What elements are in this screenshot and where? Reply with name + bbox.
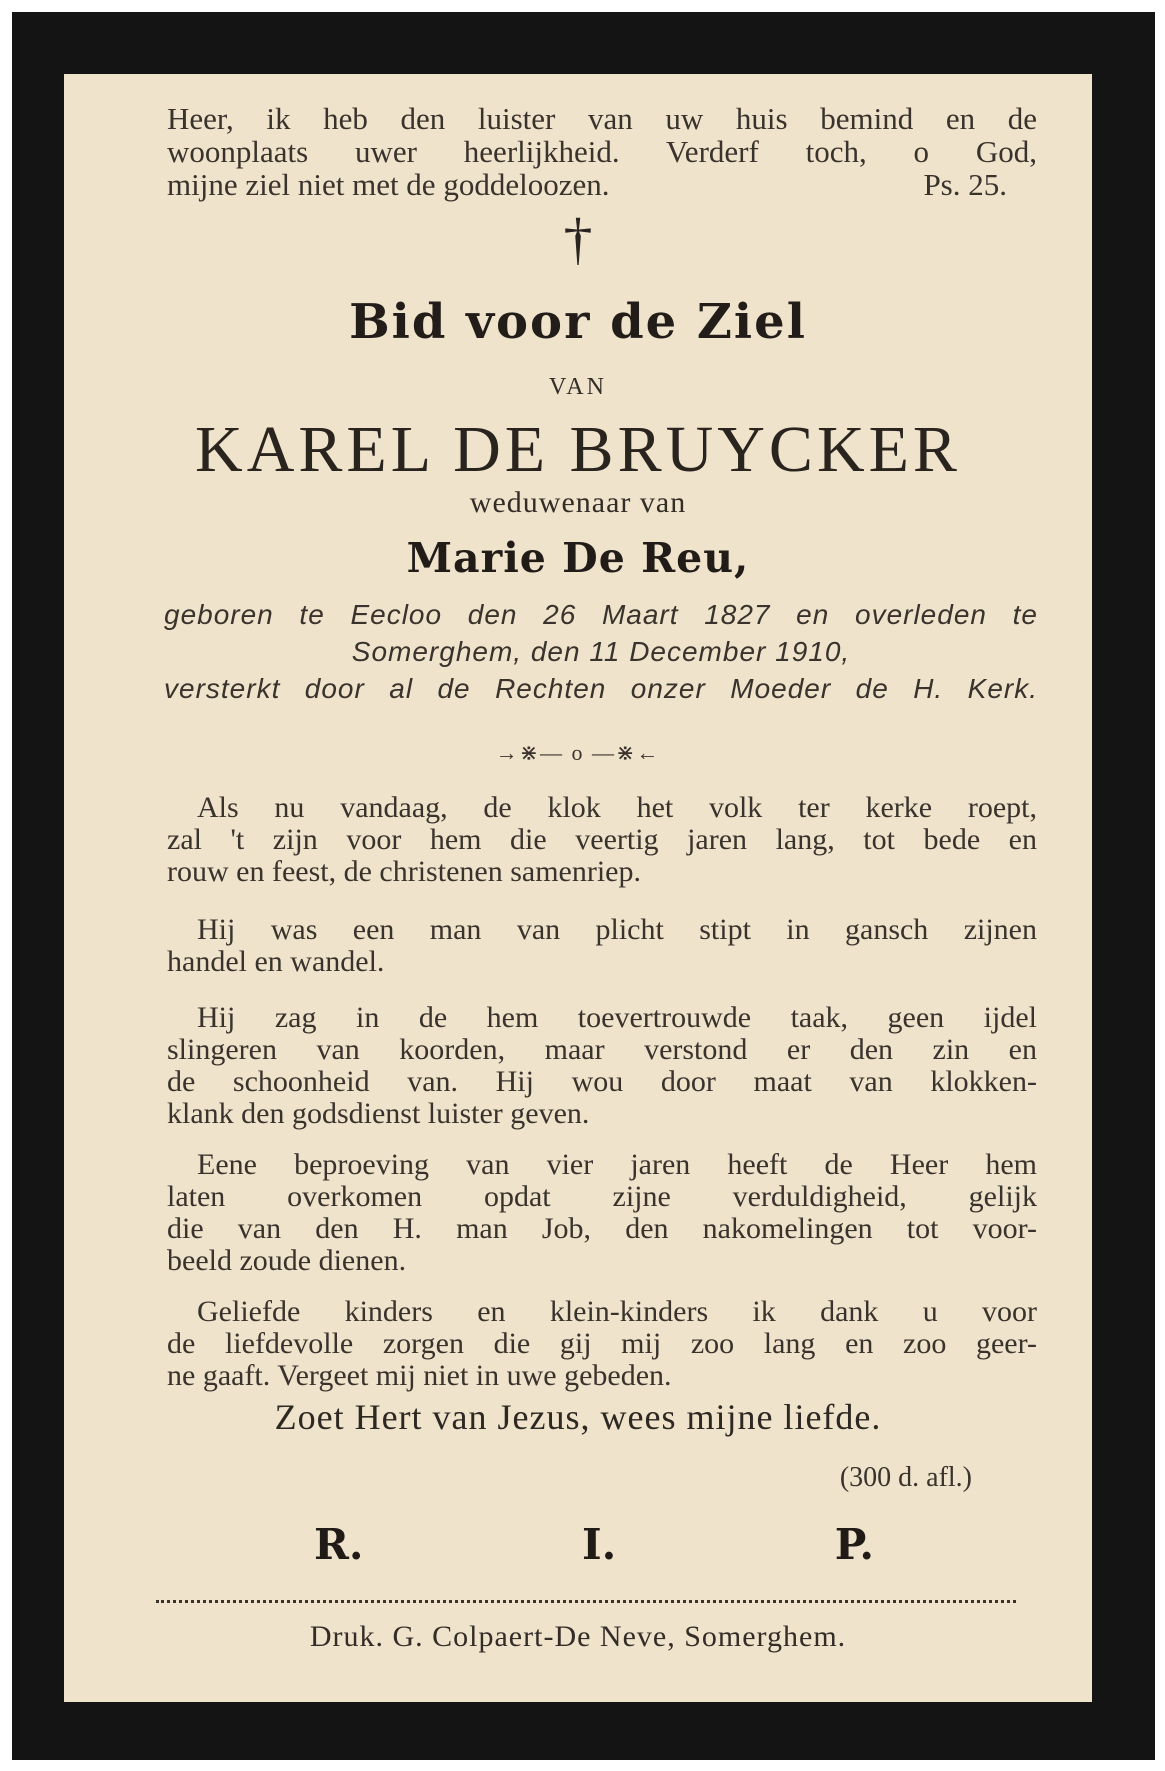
paragraph-line: klank den godsdienst luister geven. [167, 1097, 590, 1130]
memorial-card [64, 74, 1092, 1702]
memorial-paragraph [167, 914, 1037, 978]
epigraph-line: Heer, ik heb den luister van uw huis bemind en de [167, 101, 1037, 136]
paragraph-line: de schoonheid van. Hij wou door maat van klokken- [167, 1065, 1037, 1098]
paragraph-line: ne gaaft. Vergeet mij niet in uwe gebeden. [167, 1359, 672, 1392]
paragraph-line: beeld zoude dienen. [167, 1244, 407, 1277]
paragraph-line: handel en wandel. [167, 945, 385, 978]
paragraph-line: Hij was een man van plicht stipt in gansch zijnen [197, 913, 1037, 946]
invocation: Zoet Hert van Jezus, wees mijne liefde. [274, 1397, 882, 1437]
paragraph-line: Geliefde kinders en klein-kinders ik dank u voor [197, 1295, 1037, 1328]
printer-imprint: Druk. G. Colpaert-De Neve, Somerghem. [309, 1620, 847, 1653]
rip-letter: P. [834, 1520, 874, 1569]
paragraph-line: laten overkomen opdat zijne verduldigheid, gelijk [167, 1180, 1037, 1213]
relation-label: weduwenaar van [469, 486, 687, 519]
prayer-heading: Bid voor de Ziel [349, 294, 807, 350]
paragraph-line: zal 't zijn voor hem die veertig jaren lang, tot bede en [167, 823, 1037, 856]
paragraph-line: rouw en feest, de christenen samenriep. [167, 855, 641, 888]
psalm-epigraph [167, 102, 1037, 201]
psalm-reference: Ps. 25. [923, 167, 1007, 202]
memorial-paragraph [167, 792, 1037, 888]
dotted-divider [156, 1600, 1016, 1603]
indulgence-note: (300 d. afl.) [839, 1462, 972, 1493]
cross-icon: † [563, 206, 593, 271]
spouse-name: Marie De Reu, [406, 534, 750, 582]
memorial-paragraph [167, 1002, 1037, 1130]
rip-letter: R. [314, 1520, 364, 1569]
epigraph-line: woonplaats uwer heerlijkheid. Verderf toch, o God, [167, 134, 1037, 169]
memorial-paragraph [167, 1149, 1037, 1277]
life-line: geboren te Eecloo den 26 Maart 1827 en overleden te [164, 599, 1038, 630]
rip-letter: I. [581, 1520, 617, 1569]
life-line: Somerghem, den 11 December 1910, [351, 636, 851, 667]
life-line: versterkt door al de Rechten onzer Moeder de H. Kerk. [164, 673, 1038, 704]
paragraph-line: die van den H. man Job, den nakomelingen tot voor- [167, 1212, 1037, 1245]
ornament-divider: →⋇— o —⋇← [495, 740, 661, 765]
memorial-paragraph [167, 1296, 1037, 1392]
life-dates [164, 596, 1038, 707]
deceased-name: KAREL DE BRUYCKER [195, 413, 961, 486]
rip-inscription [314, 1520, 874, 1569]
paragraph-line: Hij zag in de hem toevertrouwde taak, geen ijdel [197, 1001, 1037, 1034]
paragraph-line: Als nu vandaag, de klok het volk ter kerke roept, [197, 791, 1037, 824]
paragraph-line: slingeren van koorden, maar verstond er den zin en [167, 1033, 1037, 1066]
epigraph-last-line [167, 168, 1037, 201]
epigraph-line: mijne ziel niet met de goddeloozen. [167, 167, 610, 202]
paragraph-line: Eene beproeving van vier jaren heeft de Heer hem [197, 1148, 1037, 1181]
paragraph-line: de liefdevolle zorgen die gij mij zoo lang en zoo geer- [167, 1327, 1037, 1360]
van-label: VAN [549, 374, 607, 400]
